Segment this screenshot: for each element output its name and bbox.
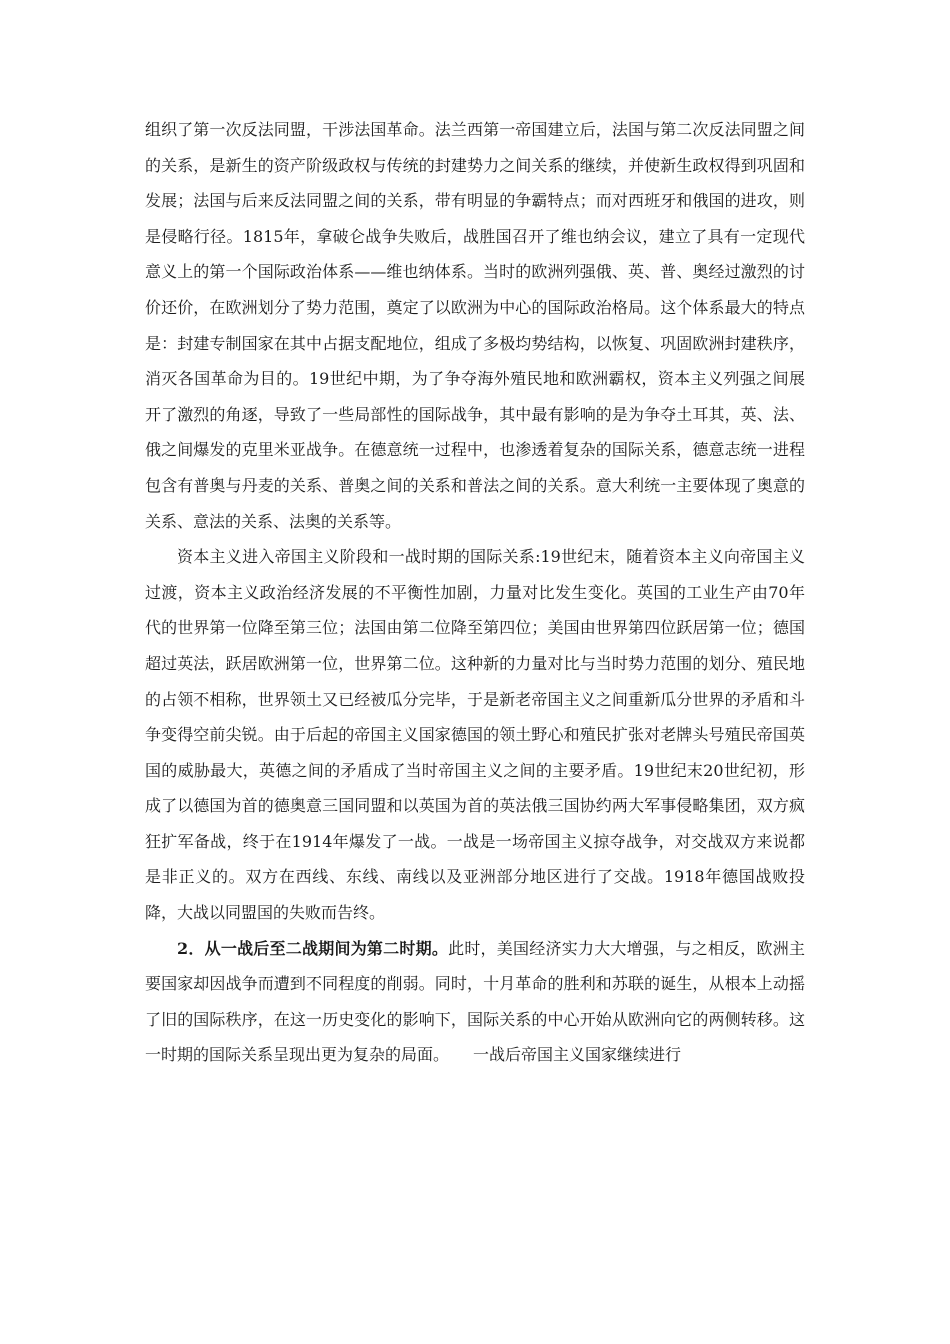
paragraph-3: [145, 931, 805, 1073]
paragraph-1-text: 组织了第一次反法同盟，干涉法国革命。法兰西第一帝国建立后，法国与第二次反法同盟之间的关系，是新生的资产阶级政权与传统的封建势力之间关系的继续，并使新生政权得到巩固和发展；法国与后来反法同盟之间的关系，带有明显的争霸特点；而对西班牙和俄国的进攻，则是侵略行径。1815年，拿破仑战争失败后，战胜国召开了维也纳会议，建立了具有一定现代意义上的第一个国际政治体系——维也纳体系。当时的欧洲列强俄、英、普、奥经过激烈的讨价还价，在欧洲划分了势力范围，奠定了以欧洲为中心的国际政治格局。这个体系最大的特点是：封建专制国家在其中占据支配地位，组成了多极均势结构，以恢复、巩固欧洲封建秩序，消灭各国革命为目的。19世纪中期，为了争夺海外殖民地和欧洲霸权，资本主义列强之间展开了激烈的角逐，导致了一些局部性的国际战争，其中最有影响的是为争夺土耳其，英、法、俄之间爆发的克里米亚战争。在德意统一过程中，也渗透着复杂的国际关系，德意志统一进程包含有普奥与丹麦的关系、普奥之间的关系和普法之间的关系。意大利统一主要体现了奥意的关系、意法的关系、法奥的关系等。: [145, 120, 805, 531]
paragraph-1: [145, 112, 805, 539]
paragraph-2-text: 资本主义进入帝国主义阶段和一战时期的国际关系:19世纪末，随着资本主义向帝国主义过渡，资本主义政治经济发展的不平衡性加剧，力量对比发生变化。英国的工业生产由70年代的世界第一位降至第三位；法国由第二位降至第四位；美国由世界第四位跃居第一位；德国超过英法，跃居欧洲第一位，世界第二位。这种新的力量对比与当时势力范围的划分、殖民地的占领不相称，世界领土又已经被瓜分完毕，于是新老帝国主义之间重新瓜分世界的矛盾和斗争变得空前尖锐。由于后起的帝国主义国家德国的领土野心和殖民扩张对老牌头号殖民帝国英国的威胁最大，英德之间的矛盾成了当时帝国主义之间的主要矛盾。19世纪末20世纪初，形成了以德国为首的德奥意三国同盟和以英国为首的英法俄三国协约两大军事侵略集团，双方疯狂扩军备战，终于在1914年爆发了一战。一战是一场帝国主义掠夺战争，对交战双方来说都是非正义的。双方在西线、东线、南线以及亚洲部分地区进行了交战。1918年德国战败投降，大战以同盟国的失败而告终。: [145, 547, 805, 923]
document-page: [145, 112, 805, 1073]
section-heading: 2．从一战后至二战期间为第二时期。: [177, 938, 449, 958]
paragraph-2: [145, 539, 805, 931]
paragraph-3-text: 此时，美国经济实力大大增强，与之相反，欧洲主要国家却因战争而遭到不同程度的削弱。同时，十月革命的胜利和苏联的诞生，从根本上动摇了旧的国际秩序，在这一历史变化的影响下，国际关系的中心开始从欧洲向它的两侧转移。这一时期的国际关系呈现出更为复杂的局面。 一战后帝国主义国家继续进行: [145, 938, 805, 1065]
